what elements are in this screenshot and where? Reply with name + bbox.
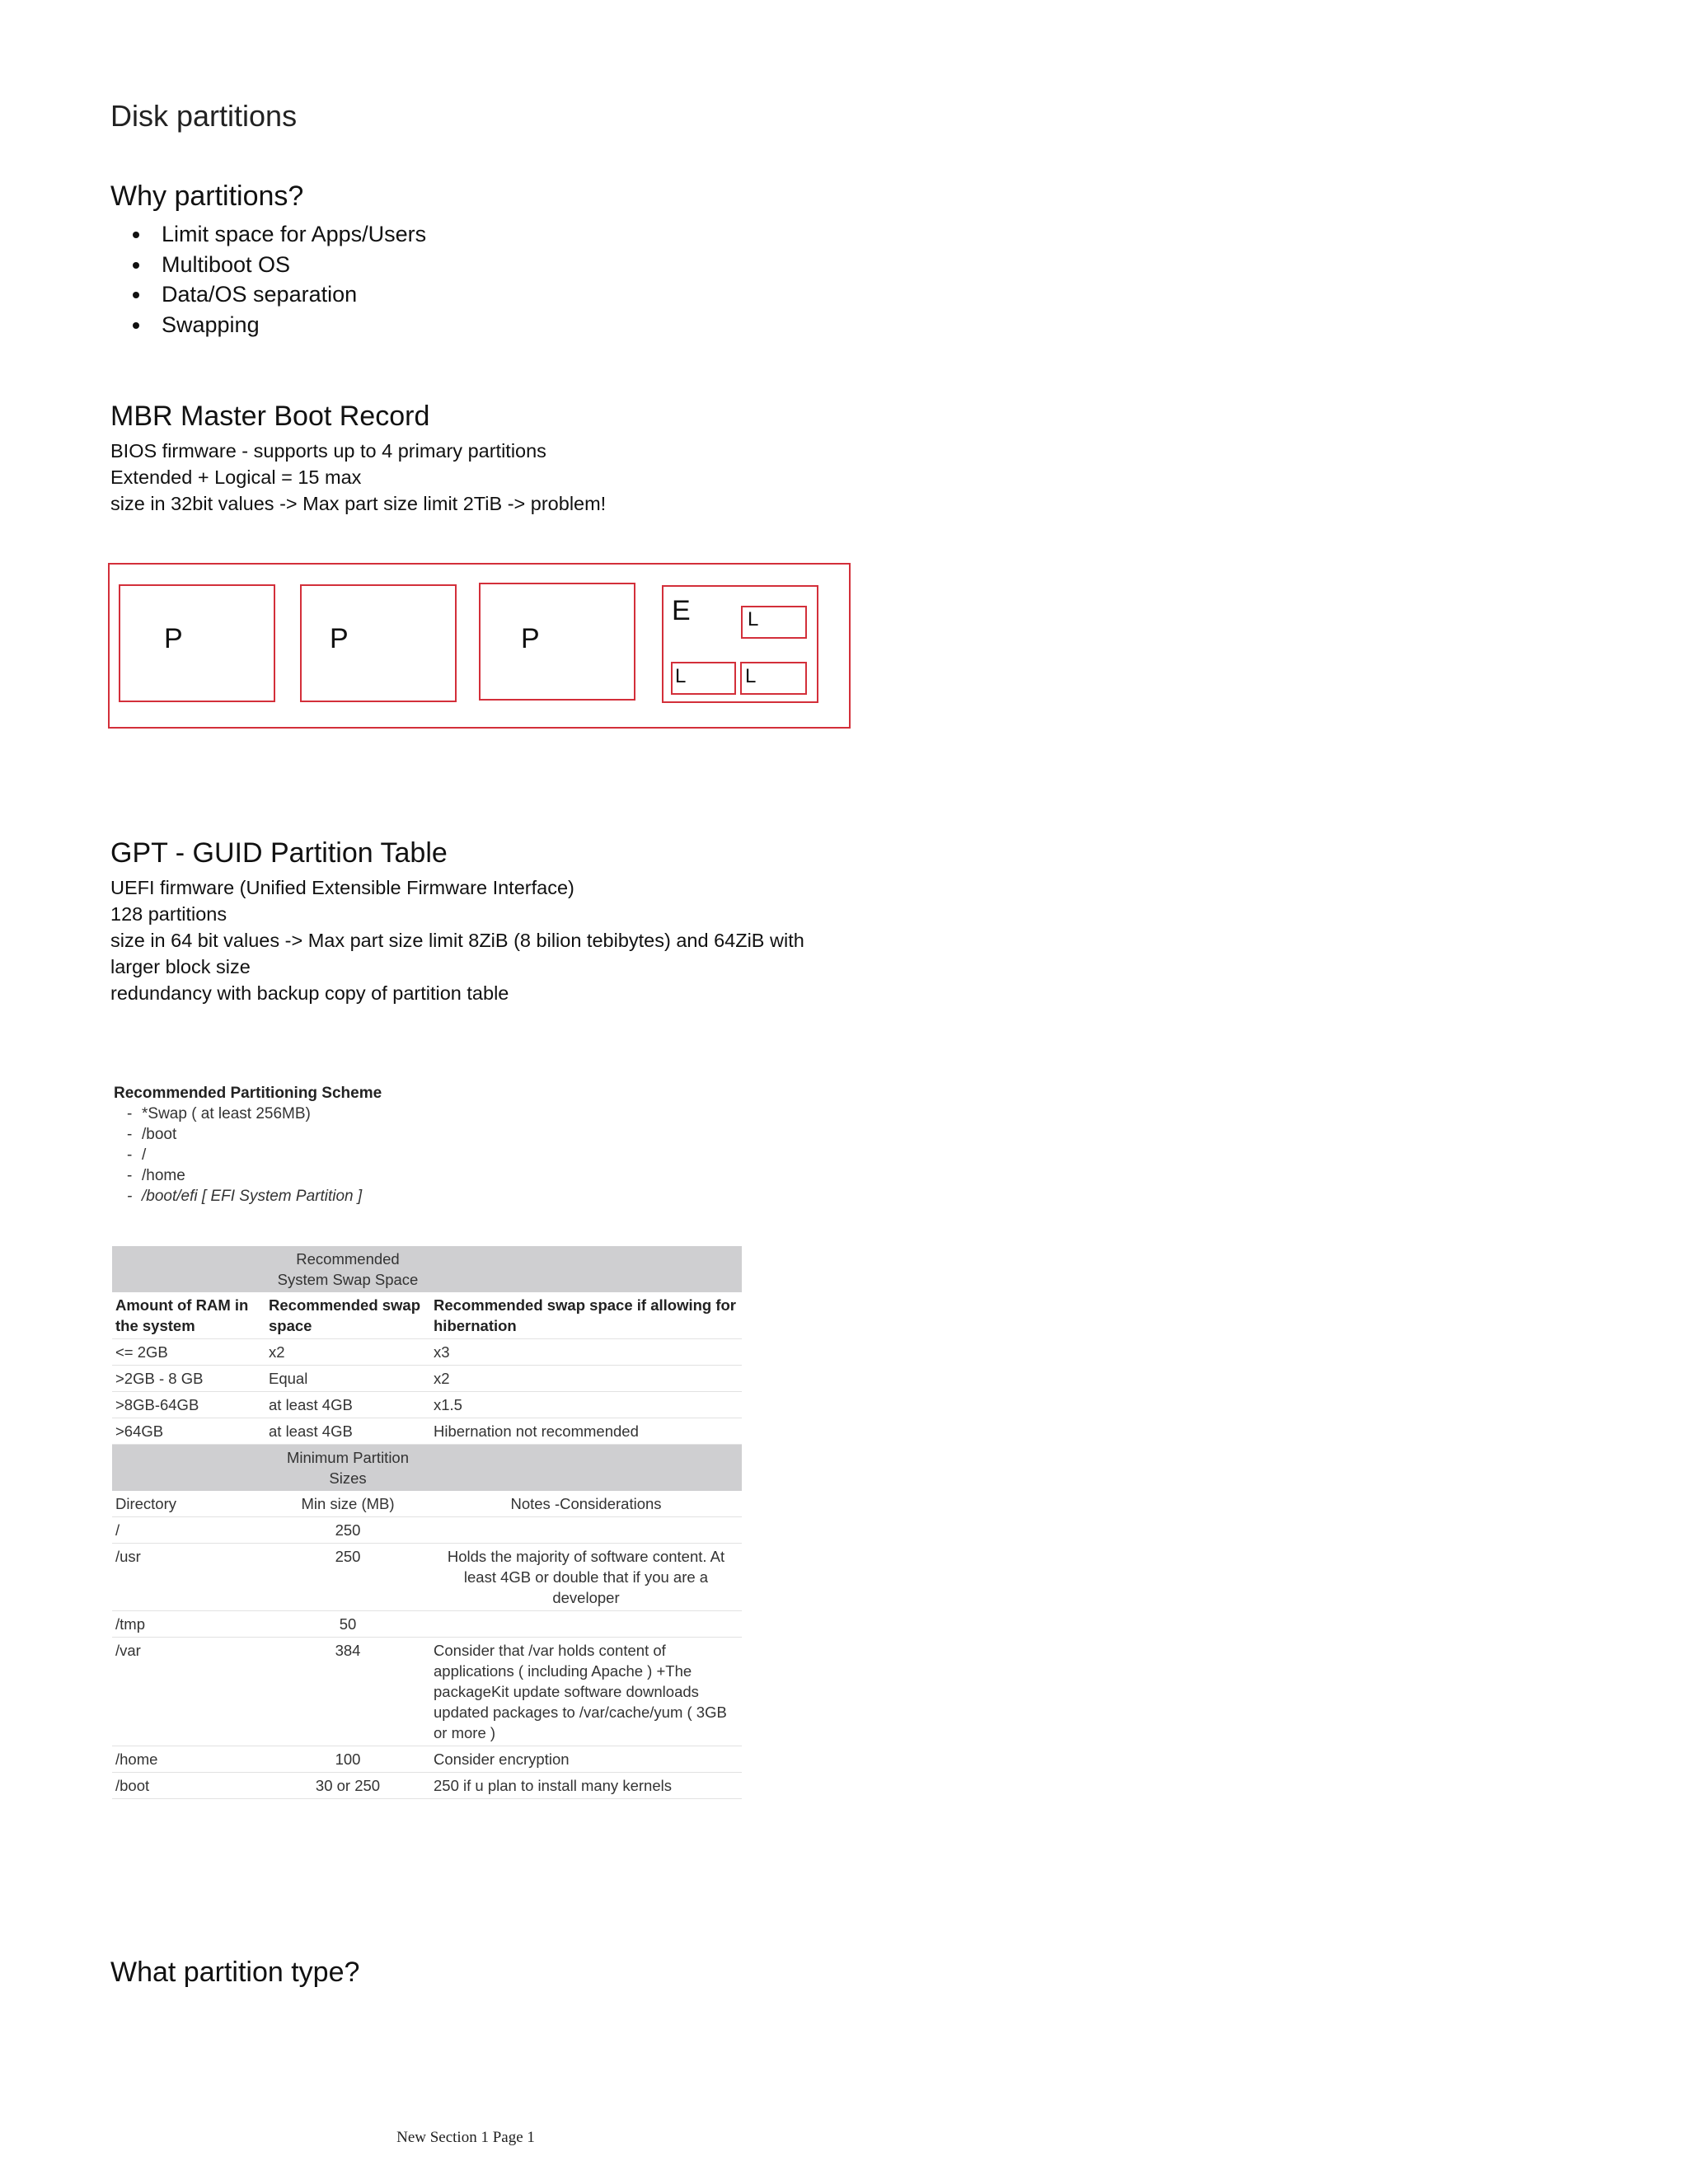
table-group-header: Minimum Partition Sizes bbox=[265, 1445, 430, 1492]
table-column-header: Directory bbox=[112, 1491, 265, 1517]
mbr-text bbox=[110, 438, 606, 517]
table-cell: x1.5 bbox=[430, 1392, 742, 1418]
why-heading: Why partitions? bbox=[110, 180, 304, 212]
mbr-heading: MBR Master Boot Record bbox=[110, 401, 430, 432]
table-cell: 30 or 250 bbox=[265, 1773, 430, 1799]
why-bullet: • Data/OS separation bbox=[152, 279, 426, 310]
scheme-item: *Swap ( at least 256MB) bbox=[142, 1105, 311, 1122]
gpt-line: size in 64 bit values -> Max part size limit 8ZiB (8 bilion tebibytes) and 64ZiB with bbox=[110, 930, 804, 951]
table-cell: /usr bbox=[112, 1544, 265, 1611]
table-cell: 100 bbox=[265, 1746, 430, 1773]
table-cell: 250 if u plan to install many kernels bbox=[430, 1773, 742, 1799]
page-title: Disk partitions bbox=[110, 99, 298, 133]
gpt-line: UEFI firmware (Unified Extensible Firmware Interface) bbox=[110, 877, 574, 898]
table-row bbox=[112, 1773, 742, 1799]
table-cell: 384 bbox=[265, 1638, 430, 1746]
mbr-line: Extended + Logical = 15 max bbox=[110, 466, 362, 488]
table-column-header: Min size (MB) bbox=[265, 1491, 430, 1517]
scheme-heading: Recommended Partitioning Scheme bbox=[114, 1085, 382, 1102]
primary-partition-label: P bbox=[330, 623, 349, 654]
gpt-line: 128 partitions bbox=[110, 903, 227, 925]
logical-partition-label: L bbox=[745, 665, 757, 687]
table-cell: x2 bbox=[430, 1366, 742, 1392]
mbr-line: BIOS firmware - supports up to 4 primary partitions bbox=[110, 440, 546, 462]
why-bullet: • Limit space for Apps/Users bbox=[152, 219, 426, 250]
table-cell: /tmp bbox=[112, 1611, 265, 1638]
table-cell: >2GB - 8 GB bbox=[112, 1366, 265, 1392]
why-bullet: • Multiboot OS bbox=[152, 250, 426, 280]
table-row bbox=[112, 1746, 742, 1773]
partitioning-scheme: Recommended Partitioning Scheme - *Swap ( at least 256MB) - /boot - / - /home - /boot/efi [ EFI System Partition ] bbox=[114, 1085, 382, 1205]
table-row bbox=[112, 1418, 742, 1445]
table-cell: at least 4GB bbox=[265, 1418, 430, 1445]
why-bullet-list bbox=[124, 219, 426, 340]
primary-partition-box bbox=[479, 583, 635, 701]
page-footer: New Section 1 Page 1 bbox=[396, 2129, 535, 2146]
table-cell: >64GB bbox=[112, 1418, 265, 1445]
gpt-text bbox=[110, 874, 804, 1006]
table-cell: / bbox=[112, 1517, 265, 1544]
table-cell: x2 bbox=[265, 1339, 430, 1366]
gpt-line: larger block size bbox=[110, 956, 251, 977]
gpt-line: redundancy with backup copy of partition table bbox=[110, 982, 509, 1004]
table-cell: 250 bbox=[265, 1517, 430, 1544]
table-cell: /home bbox=[112, 1746, 265, 1773]
scheme-item: /home bbox=[142, 1167, 185, 1184]
primary-partition-box bbox=[119, 584, 275, 702]
table-cell: /var bbox=[112, 1638, 265, 1746]
logical-partition-label: L bbox=[748, 608, 759, 630]
table-cell: 50 bbox=[265, 1611, 430, 1638]
scheme-item: / bbox=[142, 1146, 147, 1164]
mbr-line: size in 32bit values -> Max part size limit 2TiB -> problem! bbox=[110, 493, 607, 514]
table-cell: <= 2GB bbox=[112, 1339, 265, 1366]
table-column-header: Notes -Considerations bbox=[430, 1491, 742, 1517]
table-cell: Consider encryption bbox=[430, 1746, 742, 1773]
table-cell: at least 4GB bbox=[265, 1392, 430, 1418]
table-cell: >8GB-64GB bbox=[112, 1392, 265, 1418]
extended-partition-label: E bbox=[672, 595, 691, 626]
table-group-header: Recommended System Swap Space bbox=[265, 1246, 430, 1292]
table-row bbox=[112, 1638, 742, 1746]
table-row bbox=[112, 1517, 742, 1544]
table-column-header: Recommended swap space if allowing for hibernation bbox=[430, 1292, 742, 1339]
table-row bbox=[112, 1392, 742, 1418]
table-row bbox=[112, 1611, 742, 1638]
primary-partition-label: P bbox=[521, 623, 540, 654]
primary-partition-box bbox=[300, 584, 457, 702]
table-cell: Equal bbox=[265, 1366, 430, 1392]
table-cell: Hibernation not recommended bbox=[430, 1418, 742, 1445]
table-row bbox=[112, 1366, 742, 1392]
scheme-item: /boot bbox=[142, 1126, 177, 1143]
table-row bbox=[112, 1544, 742, 1611]
gpt-heading: GPT - GUID Partition Table bbox=[110, 837, 448, 869]
table-column-header: Recommended swap space bbox=[265, 1292, 430, 1339]
table-cell bbox=[430, 1517, 742, 1544]
table-column-header: Amount of RAM in the system bbox=[112, 1292, 265, 1339]
logical-partition-label: L bbox=[675, 665, 687, 687]
table-cell: x3 bbox=[430, 1339, 742, 1366]
table-cell: /boot bbox=[112, 1773, 265, 1799]
table-cell: 250 bbox=[265, 1544, 430, 1611]
table-cell bbox=[430, 1611, 742, 1638]
table-cell: Consider that /var holds content of applications ( including Apache ) +The packageKit update software downloads updated packages to /var/cache/yum ( 3GB or more ) bbox=[430, 1638, 742, 1746]
why-bullet: • Swapping bbox=[152, 310, 426, 340]
primary-partition-label: P bbox=[164, 623, 183, 654]
scheme-item: /boot/efi [ EFI System Partition ] bbox=[142, 1188, 363, 1205]
table-row bbox=[112, 1339, 742, 1366]
what-type-heading: What partition type? bbox=[110, 1957, 360, 1988]
partition-size-table bbox=[112, 1246, 742, 1799]
table-cell: Holds the majority of software content. At least 4GB or double that if you are a developer bbox=[430, 1544, 742, 1611]
